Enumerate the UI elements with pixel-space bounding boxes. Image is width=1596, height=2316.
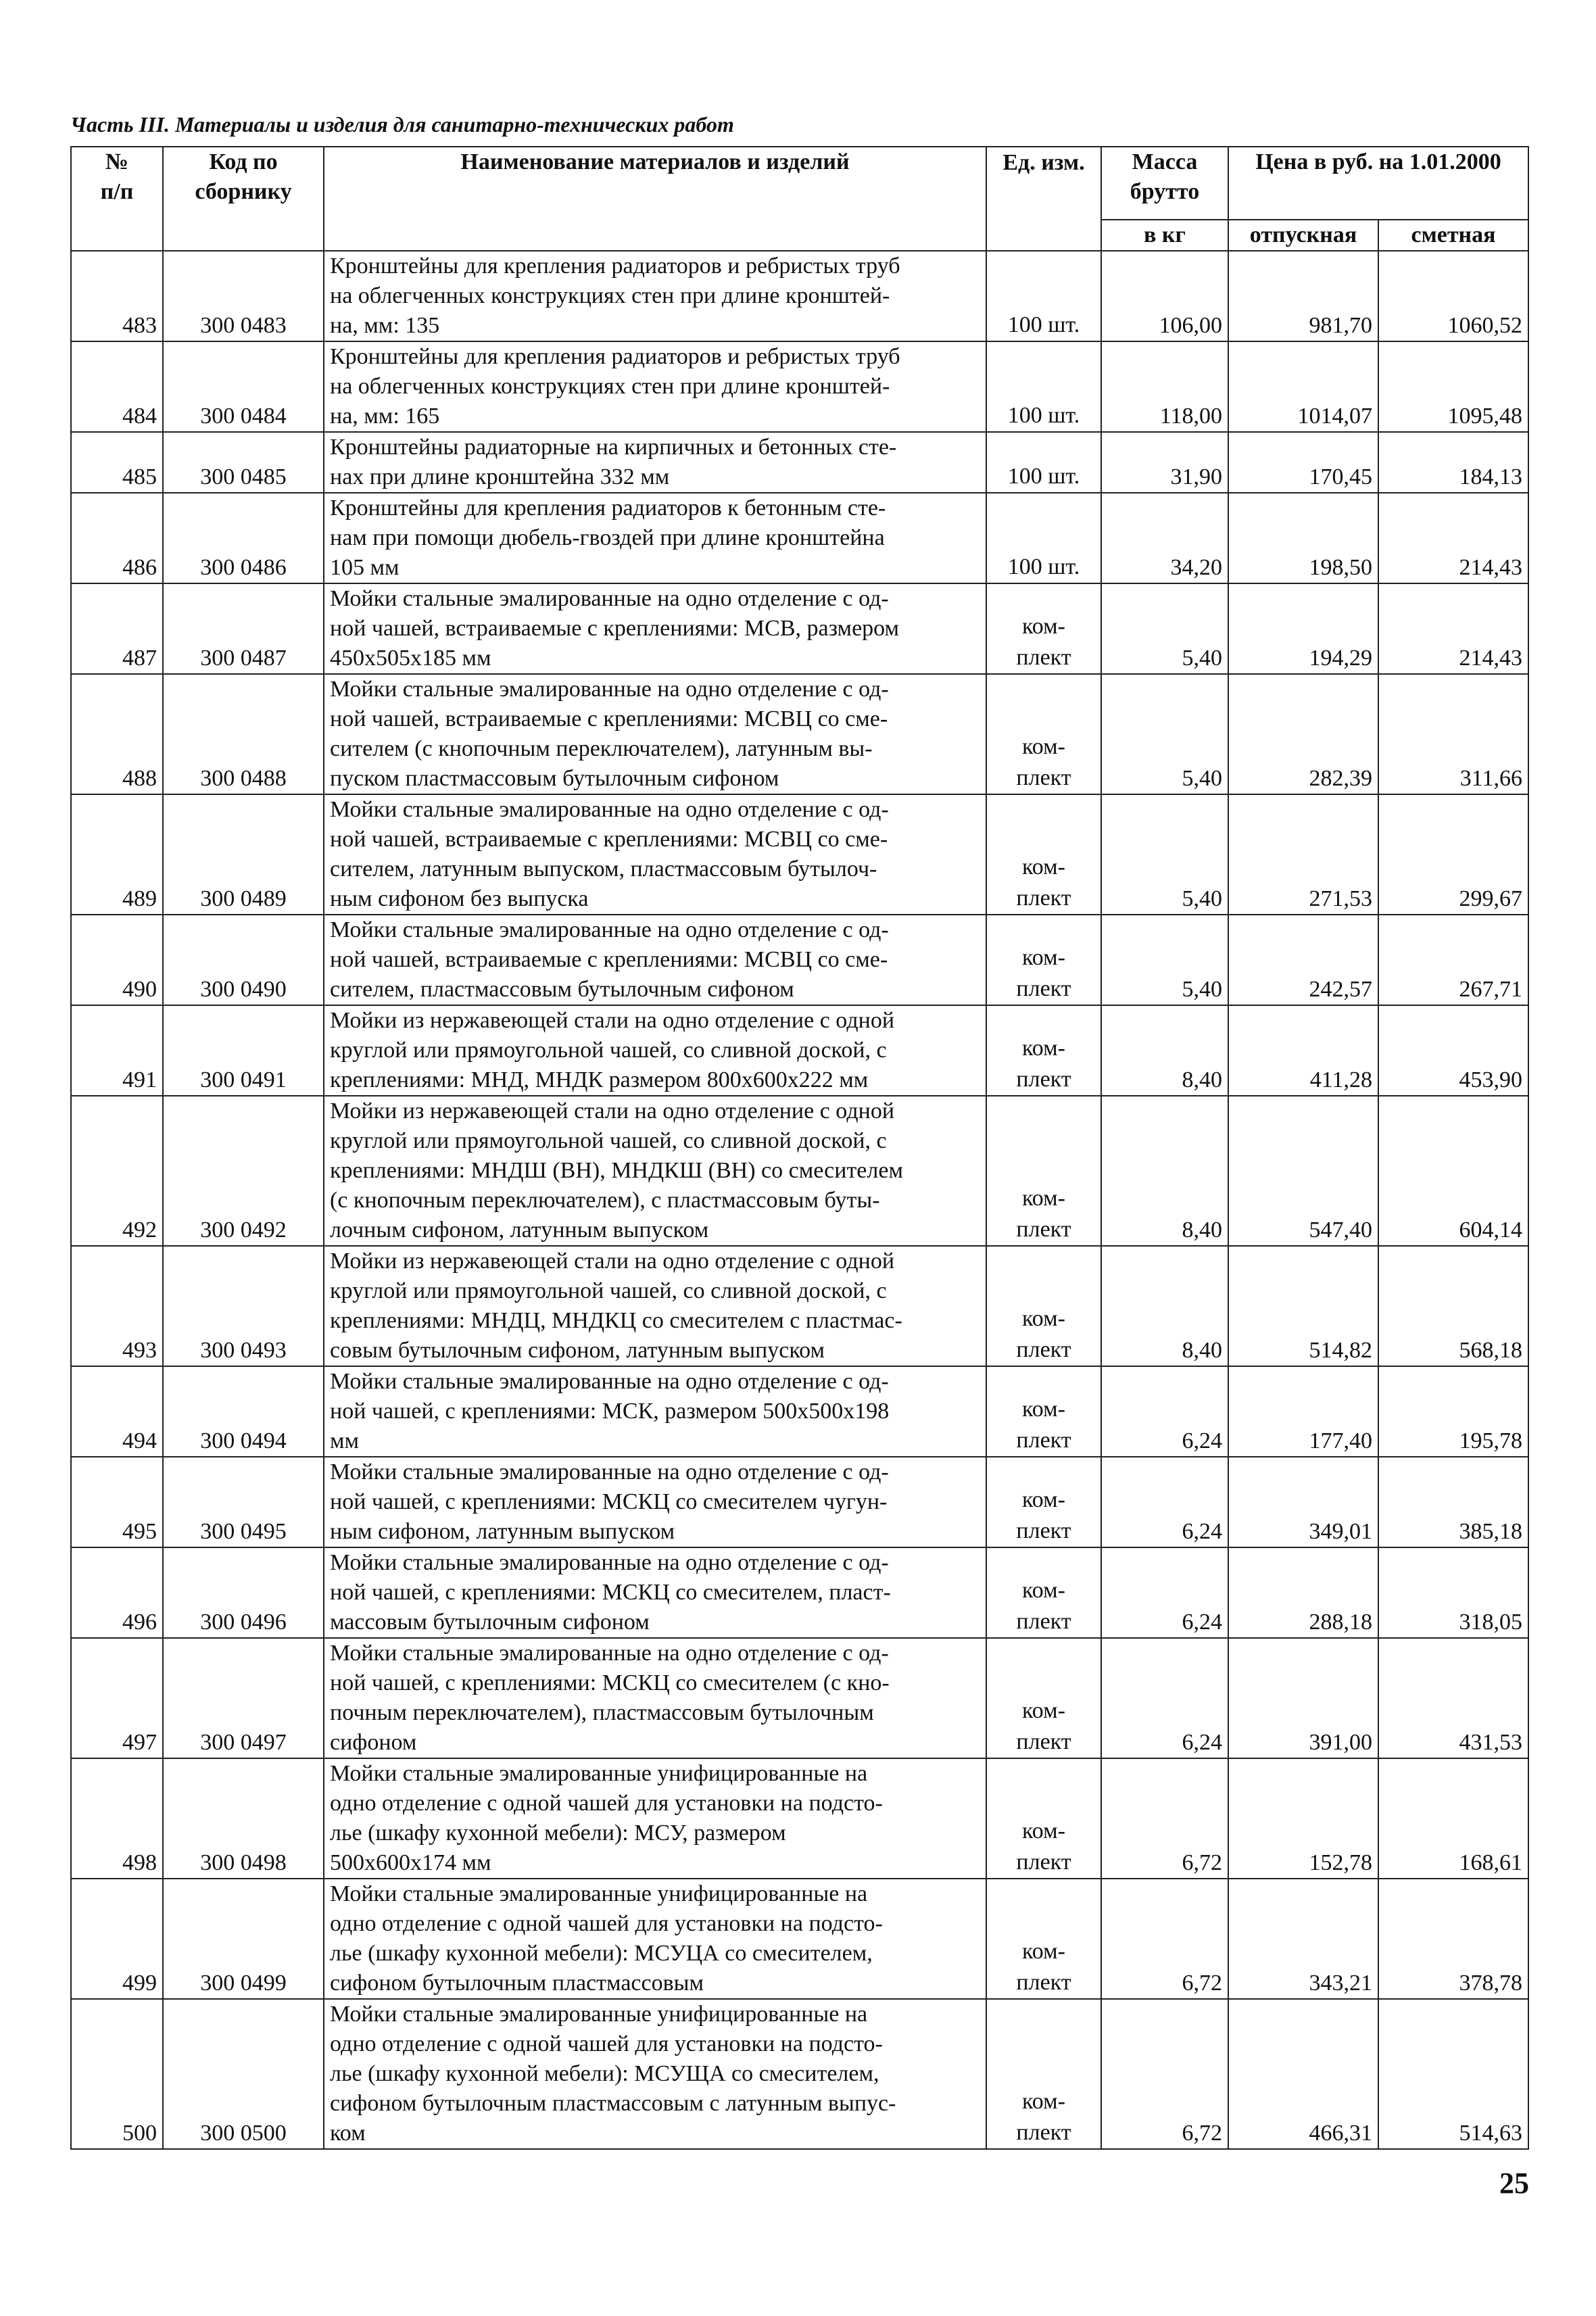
row-name — [324, 583, 986, 674]
row-num: 496 — [71, 1547, 163, 1638]
row-mass: 6,72 — [1101, 1758, 1228, 1879]
row-name-line: креплениями: МНД, МНДК размером 800х600х222 мм — [330, 1067, 869, 1092]
row-name-line: на, мм: 135 — [330, 313, 440, 338]
table-row — [71, 341, 1528, 432]
row-mass: 31,90 — [1101, 432, 1228, 493]
header-mass: Масса брутто — [1101, 147, 1228, 220]
row-mass: 8,40 — [1101, 1005, 1228, 1096]
row-code: 300 0488 — [163, 674, 324, 794]
row-name-line: круглой или прямоугольной чашей, со сливной доской, с — [330, 1038, 887, 1063]
row-price-estimate: 214,43 — [1378, 583, 1528, 674]
row-price-estimate: 1095,48 — [1378, 341, 1528, 432]
row-unit — [986, 915, 1101, 1005]
row-num: 491 — [71, 1005, 163, 1096]
row-unit — [986, 583, 1101, 674]
row-name — [324, 915, 986, 1005]
row-unit-line: ком- — [1022, 2089, 1065, 2114]
row-mass: 34,20 — [1101, 493, 1228, 583]
row-name — [324, 1096, 986, 1246]
row-name-line: ной чашей, встраиваемые с креплениями: МСВЦ со сме- — [330, 827, 888, 852]
row-name-line: почным переключателем), пластмассовым бутылочным — [330, 1700, 874, 1725]
header-price-release: отпускная — [1228, 220, 1378, 251]
row-unit-line: плект — [1016, 1850, 1071, 1875]
row-num: 499 — [71, 1879, 163, 1999]
row-name-line: ной чашей, с креплениями: МСКЦ со смесителем (с кно- — [330, 1670, 890, 1695]
row-num: 483 — [71, 251, 163, 341]
row-name-line: сифоном бутылочным пластмассовым — [330, 1971, 704, 1996]
table-body — [71, 251, 1528, 2149]
row-unit-line: 100 шт. — [1007, 464, 1080, 489]
row-unit-line: ком- — [1022, 1306, 1065, 1331]
row-unit-line: плект — [1016, 1337, 1071, 1362]
row-price-release: 343,21 — [1228, 1879, 1378, 1999]
header-price-estimate: сметная — [1378, 220, 1528, 251]
row-num: 485 — [71, 432, 163, 493]
row-unit-line: ком- — [1022, 734, 1065, 759]
table-row — [71, 1758, 1528, 1879]
row-name-line: сифоном бутылочным пластмассовым с латунным выпус- — [330, 2091, 896, 2116]
row-mass: 6,24 — [1101, 1457, 1228, 1547]
row-name — [324, 1547, 986, 1638]
row-name-line: круглой или прямоугольной чашей, со сливной доской, с — [330, 1278, 887, 1303]
row-price-release: 981,70 — [1228, 251, 1378, 341]
row-name-line: Кронштейны радиаторные на кирпичных и бетонных сте- — [330, 435, 897, 460]
row-name-line: Кронштейны для крепления радиаторов и ребристых труб — [330, 254, 900, 279]
row-unit — [986, 674, 1101, 794]
row-name — [324, 794, 986, 915]
row-name-line: массовым бутылочным сифоном — [330, 1610, 650, 1635]
row-name — [324, 493, 986, 583]
row-name-line: ной чашей, с креплениями: МСКЦ со смесителем чугун- — [330, 1489, 888, 1514]
row-unit-line: плект — [1016, 976, 1071, 1001]
row-name-line: лочным сифоном, латунным выпуском — [330, 1217, 709, 1243]
price-table — [70, 146, 1529, 2150]
row-price-release: 411,28 — [1228, 1005, 1378, 1096]
row-price-estimate: 604,14 — [1378, 1096, 1528, 1246]
table-row — [71, 1547, 1528, 1638]
row-mass: 6,72 — [1101, 1879, 1228, 1999]
row-unit-line: ком- — [1022, 1397, 1065, 1422]
row-mass: 118,00 — [1101, 341, 1228, 432]
row-price-estimate: 378,78 — [1378, 1879, 1528, 1999]
row-name — [324, 1005, 986, 1096]
row-name-line: одно отделение с одной чашей для установки на подсто- — [330, 2031, 883, 2056]
section-title: Часть III. Материалы и изделия для санитарно-технических работ — [70, 112, 734, 137]
row-name-line: нах при длине кронштейна 332 мм — [330, 464, 670, 489]
table-row — [71, 432, 1528, 493]
row-name-line: ной чашей, встраиваемые с креплениями: МСВЦ со сме- — [330, 706, 888, 731]
row-price-estimate: 385,18 — [1378, 1457, 1528, 1547]
row-code: 300 0499 — [163, 1879, 324, 1999]
row-name-line: креплениями: МНДЦ, МНДКЦ со смесителем с пластмас- — [330, 1308, 902, 1333]
row-name — [324, 1758, 986, 1879]
row-price-estimate: 431,53 — [1378, 1638, 1528, 1758]
row-name-line: круглой или прямоугольной чашей, со сливной доской, с — [330, 1128, 887, 1153]
header-mass-unit: в кг — [1101, 220, 1228, 251]
row-name-line: (с кнопочным переключателем), с пластмассовым буты- — [330, 1188, 880, 1213]
row-unit — [986, 493, 1101, 583]
row-unit — [986, 251, 1101, 341]
row-mass: 8,40 — [1101, 1246, 1228, 1366]
row-name-line: Мойки из нержавеющей стали на одно отделение с одной — [330, 1249, 895, 1274]
row-code: 300 0490 — [163, 915, 324, 1005]
row-code: 300 0495 — [163, 1457, 324, 1547]
row-mass: 5,40 — [1101, 674, 1228, 794]
row-name-line: сифоном — [330, 1730, 417, 1755]
row-num: 500 — [71, 1999, 163, 2149]
row-name-line: креплениями: МНДШ (ВН), МНДКШ (ВН) со смесителем — [330, 1158, 903, 1183]
row-name-line: лье (шкафу кухонной мебели): МСУ, размером — [330, 1820, 786, 1845]
table-row — [71, 1246, 1528, 1366]
row-unit-line: ком- — [1022, 1186, 1065, 1211]
table-row — [71, 674, 1528, 794]
row-price-estimate: 267,71 — [1378, 915, 1528, 1005]
row-code: 300 0485 — [163, 432, 324, 493]
row-code: 300 0496 — [163, 1547, 324, 1638]
row-name-line: Мойки из нержавеющей стали на одно отделение с одной — [330, 1008, 895, 1033]
row-name-line: Мойки стальные эмалированные на одно отделение с од- — [330, 797, 889, 822]
row-name-line: Кронштейны для крепления радиаторов и ребристых труб — [330, 344, 900, 369]
table-header — [71, 147, 1528, 251]
row-name — [324, 1638, 986, 1758]
row-name-line: нам при помощи дюбель-гвоздей при длине кронштейна — [330, 525, 885, 550]
row-price-release: 177,40 — [1228, 1366, 1378, 1457]
row-mass: 106,00 — [1101, 251, 1228, 341]
row-name-line: ком — [330, 2121, 366, 2146]
row-price-estimate: 311,66 — [1378, 674, 1528, 794]
row-unit — [986, 1096, 1101, 1246]
row-mass: 5,40 — [1101, 915, 1228, 1005]
row-mass: 6,24 — [1101, 1366, 1228, 1457]
row-unit-line: ком- — [1022, 1818, 1065, 1843]
row-name-line: ной чашей, встраиваемые с креплениями: МСВЦ со сме- — [330, 947, 888, 972]
row-name — [324, 251, 986, 341]
row-name-line: 450х505х185 мм — [330, 646, 491, 671]
row-price-estimate: 184,13 — [1378, 432, 1528, 493]
row-name-line: на облегченных конструкциях стен при длине кронштей- — [330, 283, 890, 308]
row-name — [324, 674, 986, 794]
row-price-estimate: 214,43 — [1378, 493, 1528, 583]
row-unit-line: плект — [1016, 765, 1071, 790]
row-unit — [986, 794, 1101, 915]
row-name — [324, 1457, 986, 1547]
row-unit — [986, 1246, 1101, 1366]
row-num: 492 — [71, 1096, 163, 1246]
row-name-line: пуском пластмассовым бутылочным сифоном — [330, 766, 779, 791]
row-name-line: сителем, латунным выпуском, пластмассовым бутылоч- — [330, 857, 877, 882]
row-num: 487 — [71, 583, 163, 674]
header-name: Наименование материалов и изделий — [324, 147, 986, 251]
row-name-line: сителем (с кнопочным переключателем), латунным вы- — [330, 736, 873, 761]
table-row — [71, 1096, 1528, 1246]
row-price-release: 547,40 — [1228, 1096, 1378, 1246]
row-unit-line: ком- — [1022, 945, 1065, 970]
row-unit-line: плект — [1016, 1609, 1071, 1634]
table-row — [71, 1366, 1528, 1457]
row-unit-line: ком- — [1022, 1939, 1065, 1964]
table-row — [71, 1999, 1528, 2149]
header-num: № п/п — [71, 147, 163, 251]
row-name-line: Мойки стальные эмалированные на одно отделение с од- — [330, 1550, 889, 1575]
row-price-release: 391,00 — [1228, 1638, 1378, 1758]
row-code: 300 0494 — [163, 1366, 324, 1457]
table-row — [71, 493, 1528, 583]
row-unit — [986, 1547, 1101, 1638]
row-num: 495 — [71, 1457, 163, 1547]
row-name-line: Мойки стальные эмалированные на одно отделение с од- — [330, 917, 889, 942]
table-row — [71, 1005, 1528, 1096]
row-name — [324, 1246, 986, 1366]
row-unit-line: 100 шт. — [1007, 403, 1080, 428]
row-unit — [986, 1457, 1101, 1547]
row-unit-line: плект — [1016, 1428, 1071, 1453]
row-mass: 6,72 — [1101, 1999, 1228, 2149]
row-name-line: Мойки стальные эмалированные на одно отделение с од- — [330, 586, 889, 611]
row-code: 300 0487 — [163, 583, 324, 674]
row-price-release: 288,18 — [1228, 1547, 1378, 1638]
row-unit-line: плект — [1016, 1217, 1071, 1242]
row-name-line: Мойки из нержавеющей стали на одно отделение с одной — [330, 1099, 895, 1124]
row-mass: 5,40 — [1101, 794, 1228, 915]
row-name-line: Мойки стальные эмалированные унифицированные на — [330, 1761, 868, 1786]
table-row — [71, 583, 1528, 674]
row-name-line: мм — [330, 1428, 360, 1453]
row-num: 489 — [71, 794, 163, 915]
row-name-line: Мойки стальные эмалированные на одно отделение с од- — [330, 1369, 889, 1394]
row-price-estimate: 1060,52 — [1378, 251, 1528, 341]
row-unit-line: 100 шт. — [1007, 554, 1080, 579]
row-unit-line: плект — [1016, 1518, 1071, 1543]
row-code: 300 0483 — [163, 251, 324, 341]
row-unit-line: плект — [1016, 645, 1071, 670]
row-price-release: 282,39 — [1228, 674, 1378, 794]
row-price-estimate: 453,90 — [1378, 1005, 1528, 1096]
row-name-line: лье (шкафу кухонной мебели): МСУЦА со смесителем, — [330, 1941, 873, 1966]
row-unit-line: ком- — [1022, 1578, 1065, 1603]
row-num: 488 — [71, 674, 163, 794]
row-price-release: 349,01 — [1228, 1457, 1378, 1547]
row-mass: 6,24 — [1101, 1638, 1228, 1758]
row-unit-line: ком- — [1022, 854, 1065, 879]
row-code: 300 0484 — [163, 341, 324, 432]
row-num: 493 — [71, 1246, 163, 1366]
row-num: 490 — [71, 915, 163, 1005]
row-code: 300 0491 — [163, 1005, 324, 1096]
row-price-release: 242,57 — [1228, 915, 1378, 1005]
row-name-line: Мойки стальные эмалированные на одно отделение с од- — [330, 677, 889, 702]
row-price-release: 194,29 — [1228, 583, 1378, 674]
row-price-estimate: 318,05 — [1378, 1547, 1528, 1638]
row-price-release: 170,45 — [1228, 432, 1378, 493]
row-price-estimate: 514,63 — [1378, 1999, 1528, 2149]
table-row — [71, 1638, 1528, 1758]
row-name-line: ным сифоном, латунным выпуском — [330, 1519, 675, 1544]
row-unit — [986, 1999, 1101, 2149]
row-unit-line: плект — [1016, 2120, 1071, 2145]
row-name-line: Кронштейны для крепления радиаторов к бетонным сте- — [330, 496, 886, 521]
row-unit — [986, 1758, 1101, 1879]
row-unit-line: 100 шт. — [1007, 312, 1080, 337]
row-unit-line: плект — [1016, 1970, 1071, 1995]
row-code: 300 0486 — [163, 493, 324, 583]
table-row — [71, 1457, 1528, 1547]
row-name-line: одно отделение с одной чашей для установки на подсто- — [330, 1911, 883, 1936]
row-unit — [986, 341, 1101, 432]
row-code: 300 0493 — [163, 1246, 324, 1366]
row-name — [324, 1999, 986, 2149]
row-unit — [986, 1005, 1101, 1096]
header-price-group: Цена в руб. на 1.01.2000 — [1228, 147, 1528, 220]
row-name-line: Мойки стальные эмалированные унифицированные на — [330, 1881, 868, 1906]
row-price-estimate: 195,78 — [1378, 1366, 1528, 1457]
row-name — [324, 1366, 986, 1457]
row-num: 494 — [71, 1366, 163, 1457]
row-price-estimate: 568,18 — [1378, 1246, 1528, 1366]
row-name-line: на, мм: 165 — [330, 404, 440, 429]
row-mass: 5,40 — [1101, 583, 1228, 674]
row-code: 300 0498 — [163, 1758, 324, 1879]
header-code: Код по сборнику — [163, 147, 324, 251]
row-price-release: 514,82 — [1228, 1246, 1378, 1366]
row-num: 498 — [71, 1758, 163, 1879]
row-name — [324, 432, 986, 493]
row-unit-line: ком- — [1022, 1698, 1065, 1723]
row-price-release: 152,78 — [1228, 1758, 1378, 1879]
row-code: 300 0489 — [163, 794, 324, 915]
row-name-line: ной чашей, с креплениями: МСКЦ со смесителем, пласт- — [330, 1580, 891, 1605]
row-name — [324, 341, 986, 432]
row-name-line: одно отделение с одной чашей для установки на подсто- — [330, 1791, 883, 1816]
row-name-line: 105 мм — [330, 555, 400, 580]
row-name-line: ным сифоном без выпуска — [330, 886, 589, 911]
row-mass: 8,40 — [1101, 1096, 1228, 1246]
row-name-line: сителем, пластмассовым бутылочным сифоном — [330, 977, 794, 1002]
row-name-line: совым бутылочным сифоном, латунным выпуском — [330, 1338, 825, 1363]
row-name-line: Мойки стальные эмалированные на одно отделение с од- — [330, 1641, 889, 1666]
row-code: 300 0492 — [163, 1096, 324, 1246]
row-mass: 6,24 — [1101, 1547, 1228, 1638]
row-price-estimate: 299,67 — [1378, 794, 1528, 915]
row-name-line: Мойки стальные эмалированные на одно отделение с од- — [330, 1459, 889, 1485]
row-unit-line: плект — [1016, 1067, 1071, 1092]
row-price-release: 271,53 — [1228, 794, 1378, 915]
page-number: 25 — [1499, 2167, 1529, 2200]
header-unit: Ед. изм. — [986, 147, 1101, 251]
row-name-line: ной чашей, с креплениями: МСК, размером 500х500х198 — [330, 1399, 890, 1424]
row-code: 300 0500 — [163, 1999, 324, 2149]
row-code: 300 0497 — [163, 1638, 324, 1758]
row-name-line: Мойки стальные эмалированные унифицированные на — [330, 2002, 868, 2027]
table-row — [71, 1879, 1528, 1999]
row-num: 484 — [71, 341, 163, 432]
row-name-line: на облегченных конструкциях стен при длине кронштей- — [330, 374, 890, 399]
row-unit-line: ком- — [1022, 614, 1065, 639]
row-unit — [986, 1879, 1101, 1999]
row-name — [324, 1879, 986, 1999]
row-unit — [986, 432, 1101, 493]
row-num: 497 — [71, 1638, 163, 1758]
row-unit-line: ком- — [1022, 1487, 1065, 1512]
row-price-release: 198,50 — [1228, 493, 1378, 583]
row-price-release: 466,31 — [1228, 1999, 1378, 2149]
row-unit — [986, 1366, 1101, 1457]
row-name-line: 500х600х174 мм — [330, 1850, 491, 1875]
row-name-line: ной чашей, встраиваемые с креплениями: МСВ, размером — [330, 616, 900, 641]
row-name-line: лье (шкафу кухонной мебели): МСУЩА со смесителем, — [330, 2061, 879, 2086]
row-price-estimate: 168,61 — [1378, 1758, 1528, 1879]
row-num: 486 — [71, 493, 163, 583]
row-unit-line: плект — [1016, 886, 1071, 911]
table-row — [71, 251, 1528, 341]
row-unit-line: плект — [1016, 1729, 1071, 1754]
row-price-release: 1014,07 — [1228, 341, 1378, 432]
row-unit-line: ком- — [1022, 1036, 1065, 1061]
table-row — [71, 915, 1528, 1005]
table-row — [71, 794, 1528, 915]
row-unit — [986, 1638, 1101, 1758]
